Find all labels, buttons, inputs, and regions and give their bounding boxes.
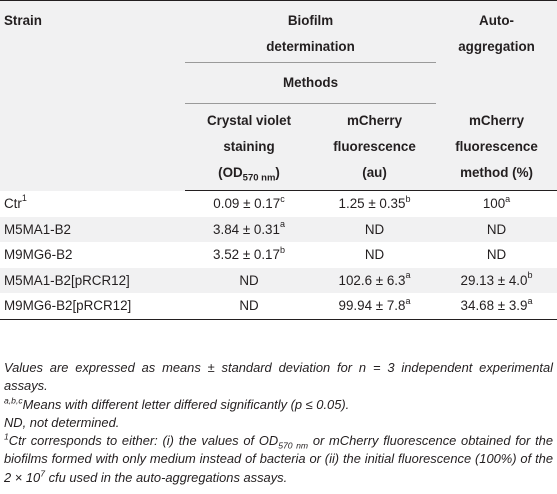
cell-autoaggregation-superscript: a [505, 193, 511, 204]
cell-autoaggregation [436, 268, 557, 294]
cv-header-line3: $(OD_{570 nm})$ [218, 165, 280, 184]
cell-crystal-violet-value: 3.84 ± 0.31 [213, 221, 280, 237]
auto-header-line2: aggregation [458, 39, 535, 54]
ag-header-line1: mCherry [468, 112, 525, 128]
cell-crystal-violet-value: 0.09 ± 0.17 [213, 196, 281, 211]
mc-header-line1: mCherry [346, 113, 403, 128]
cv-header-line2: staining [223, 139, 275, 154]
cell-strain [0, 217, 185, 243]
cell-mcherry-fluorescence-superscript: a [405, 270, 411, 281]
cell-crystal-violet-value: ND [239, 272, 259, 288]
col-header-autoaggregation [436, 1, 557, 63]
cell-crystal-violet [185, 217, 313, 243]
methods-header-label: Methods [282, 75, 339, 90]
biofilm-header-line1: Biofilm [287, 13, 334, 28]
cell-autoaggregation [436, 217, 557, 243]
cell-crystal-violet [185, 242, 313, 268]
cell-strain-superscript: 1 [21, 193, 27, 204]
cell-crystal-violet-superscript: b [279, 244, 285, 255]
cell-strain-value: M5MA1-B2[pRCR12] [4, 272, 130, 288]
cell-crystal-violet-value: 3.52 ± 0.17 [213, 247, 280, 262]
footnote-values: Values are expressed as means ± standard deviation for n = 3 independent experimental assays. [4, 360, 553, 394]
cell-crystal-violet-superscript: a [279, 219, 285, 230]
ag-header-line3: method (%) [460, 164, 533, 180]
footnote-nd: ND, not determined. [4, 414, 120, 430]
cv-header-line1: Crystal violet [206, 113, 292, 128]
cell-mcherry-fluorescence-superscript: a [405, 295, 411, 306]
cell-autoaggregation-value: 29.13 ± 4.0 [460, 272, 528, 288]
table-row [0, 293, 557, 319]
table-footnotes [4, 359, 553, 487]
table-row [0, 242, 557, 268]
cell-strain [0, 242, 185, 268]
auto-header-line1: Auto- [479, 13, 514, 28]
cell-mcherry-fluorescence-superscript: b [405, 193, 411, 204]
cell-mcherry-fluorescence [313, 293, 436, 319]
cell-crystal-violet [185, 268, 313, 294]
cell-strain [0, 293, 185, 319]
col-header-crystal-violet [185, 104, 313, 191]
cell-autoaggregation-value: ND [486, 221, 507, 237]
biofilm-header-line2: determination [266, 39, 355, 54]
cell-autoaggregation [436, 293, 557, 319]
col-header-mcherry-method [436, 104, 557, 191]
strain-header-label: Strain [4, 13, 42, 28]
footnote-ctr: $^1$Ctr corresponds to either: (i) the values of $OD_{570 nm}$ or mCherry fluorescence obtained for the biofilms formed with only medium instead of bacteria or (ii) the initial fluorescence (100%) of the 2 × 10$^7$ cfu used in the auto-aggregations assays. [4, 431, 553, 485]
cell-mcherry-fluorescence-value: ND [364, 221, 385, 237]
cell-mcherry-fluorescence [313, 191, 436, 217]
cell-mcherry-fluorescence-value: 1.25 ± 0.35 [338, 196, 406, 211]
col-header-biofilm [185, 1, 436, 63]
footnote-letters: $^{a,b,c}$Means with different letter differed significantly (p ≤ 0.05). [4, 395, 350, 412]
cell-autoaggregation-value: 100 [482, 196, 506, 211]
cell-autoaggregation [436, 191, 557, 217]
cell-strain-value: M9MG6-B2 [4, 247, 73, 262]
cell-mcherry-fluorescence-value: ND [364, 247, 385, 262]
cell-mcherry-fluorescence [313, 268, 436, 294]
col-header-strain [0, 1, 185, 191]
mc-header-line3: (au) [362, 165, 387, 180]
col-header-methods [185, 63, 436, 104]
cell-autoaggregation-value: 34.68 ± 3.9 [460, 298, 528, 313]
cell-mcherry-fluorescence-value: 102.6 ± 6.3 [338, 272, 406, 288]
cell-strain-value: Ctr [4, 195, 22, 211]
cell-autoaggregation-superscript: b [527, 270, 533, 281]
mc-header-line2: fluorescence [333, 139, 416, 154]
cell-strain-value: M5MA1-B2 [4, 221, 71, 237]
methods-header-spacer [436, 63, 557, 104]
cell-mcherry-fluorescence [313, 242, 436, 268]
table-row [0, 217, 557, 243]
table-row [0, 191, 557, 217]
cell-strain [0, 268, 185, 294]
cell-strain [0, 191, 185, 217]
col-header-mcherry-fluorescence [313, 104, 436, 191]
cell-crystal-violet-superscript: c [280, 193, 285, 204]
cell-mcherry-fluorescence [313, 217, 436, 243]
cell-autoaggregation-superscript: a [527, 295, 533, 306]
cell-autoaggregation-value: ND [486, 247, 507, 262]
cell-strain-value: M9MG6-B2[pRCR12] [4, 298, 132, 313]
cell-crystal-violet [185, 293, 313, 319]
table-row [0, 268, 557, 294]
cell-mcherry-fluorescence-value: 99.94 ± 7.8 [338, 298, 406, 313]
ag-header-line2: fluorescence [455, 138, 538, 154]
cell-crystal-violet [185, 191, 313, 217]
cell-crystal-violet-value: ND [239, 298, 259, 313]
cell-autoaggregation [436, 242, 557, 268]
table-body [0, 191, 557, 320]
